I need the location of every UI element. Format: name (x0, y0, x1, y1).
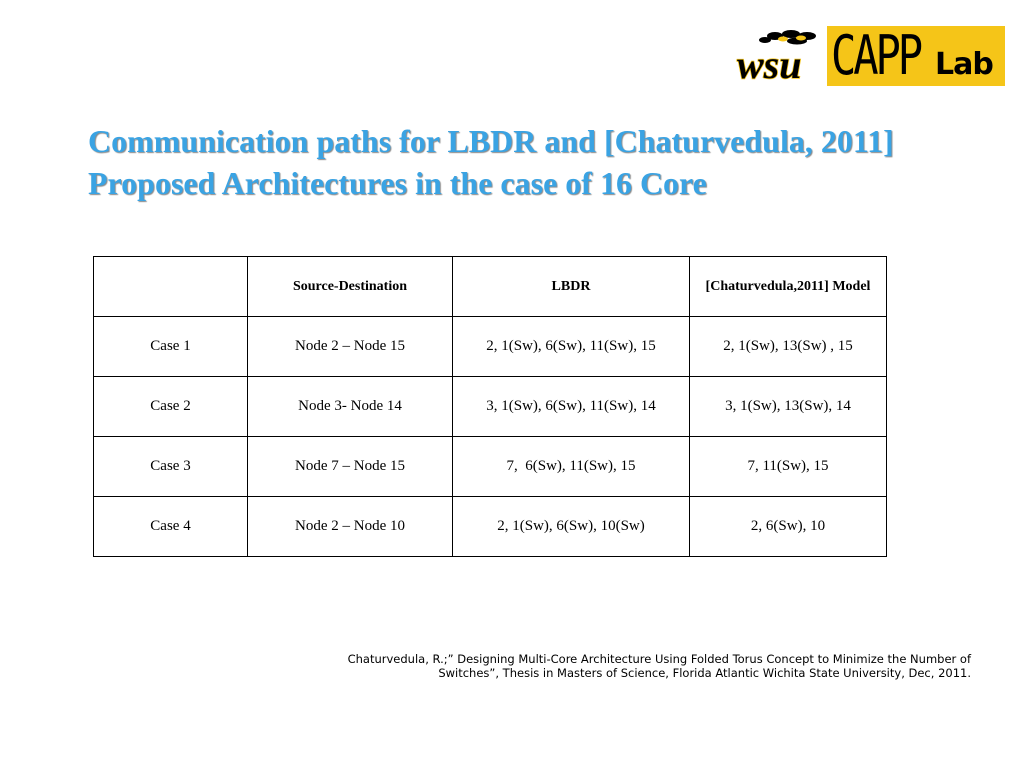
header-cell-source-destination: Source-Destination (248, 257, 453, 317)
header-cell-lbdr: LBDR (453, 257, 690, 317)
case-cell: Case 4 (94, 497, 248, 557)
case-cell: Case 3 (94, 437, 248, 497)
source-destination-cell: Node 2 – Node 10 (248, 497, 453, 557)
citation-footnote (240, 652, 971, 680)
model-path-cell: 7, 11(Sw), 15 (690, 437, 887, 497)
table-row (94, 437, 887, 497)
model-path-cell: 2, 6(Sw), 10 (690, 497, 887, 557)
citation-line-2: Switches”, Thesis in Masters of Science, Florida Atlantic Wichita State University, Dec, 2011. (438, 666, 971, 680)
lab-logo-text: Lab (935, 47, 993, 82)
table-row (94, 497, 887, 557)
capp-logo-text: CAPP (831, 24, 920, 87)
table-row (94, 317, 887, 377)
source-destination-cell: Node 3- Node 14 (248, 377, 453, 437)
table-header-row (94, 257, 887, 317)
lbdr-path-cell: 2, 1(Sw), 6(Sw), 10(Sw) (453, 497, 690, 557)
lbdr-path-cell: 2, 1(Sw), 6(Sw), 11(Sw), 15 (453, 317, 690, 377)
case-cell: Case 1 (94, 317, 248, 377)
slide-title (88, 120, 998, 204)
capp-lab-logo (827, 26, 1005, 86)
wsu-logo-text: wsu (737, 42, 802, 84)
table-row (94, 377, 887, 437)
citation-line-1: Chaturvedula, R.;” Designing Multi-Core Architecture Using Folded Torus Concept to Minimize the Number of (347, 652, 971, 666)
lbdr-path-cell: 3, 1(Sw), 6(Sw), 11(Sw), 14 (453, 377, 690, 437)
header-cell-empty (94, 257, 248, 317)
model-path-cell: 2, 1(Sw), 13(Sw) , 15 (690, 317, 887, 377)
slide-title-line-1: Communication paths for LBDR and [Chaturvedula, 2011] (88, 123, 894, 159)
communication-paths-table (93, 256, 887, 557)
header-cell-model: [Chaturvedula,2011] Model (690, 257, 887, 317)
source-destination-cell: Node 2 – Node 15 (248, 317, 453, 377)
lbdr-path-cell: 7, 6(Sw), 11(Sw), 15 (453, 437, 690, 497)
slide-title-line-2: Proposed Architectures in the case of 16 Core (88, 165, 707, 201)
case-cell: Case 2 (94, 377, 248, 437)
model-path-cell: 3, 1(Sw), 13(Sw), 14 (690, 377, 887, 437)
source-destination-cell: Node 7 – Node 15 (248, 437, 453, 497)
wsu-logo (735, 28, 821, 84)
